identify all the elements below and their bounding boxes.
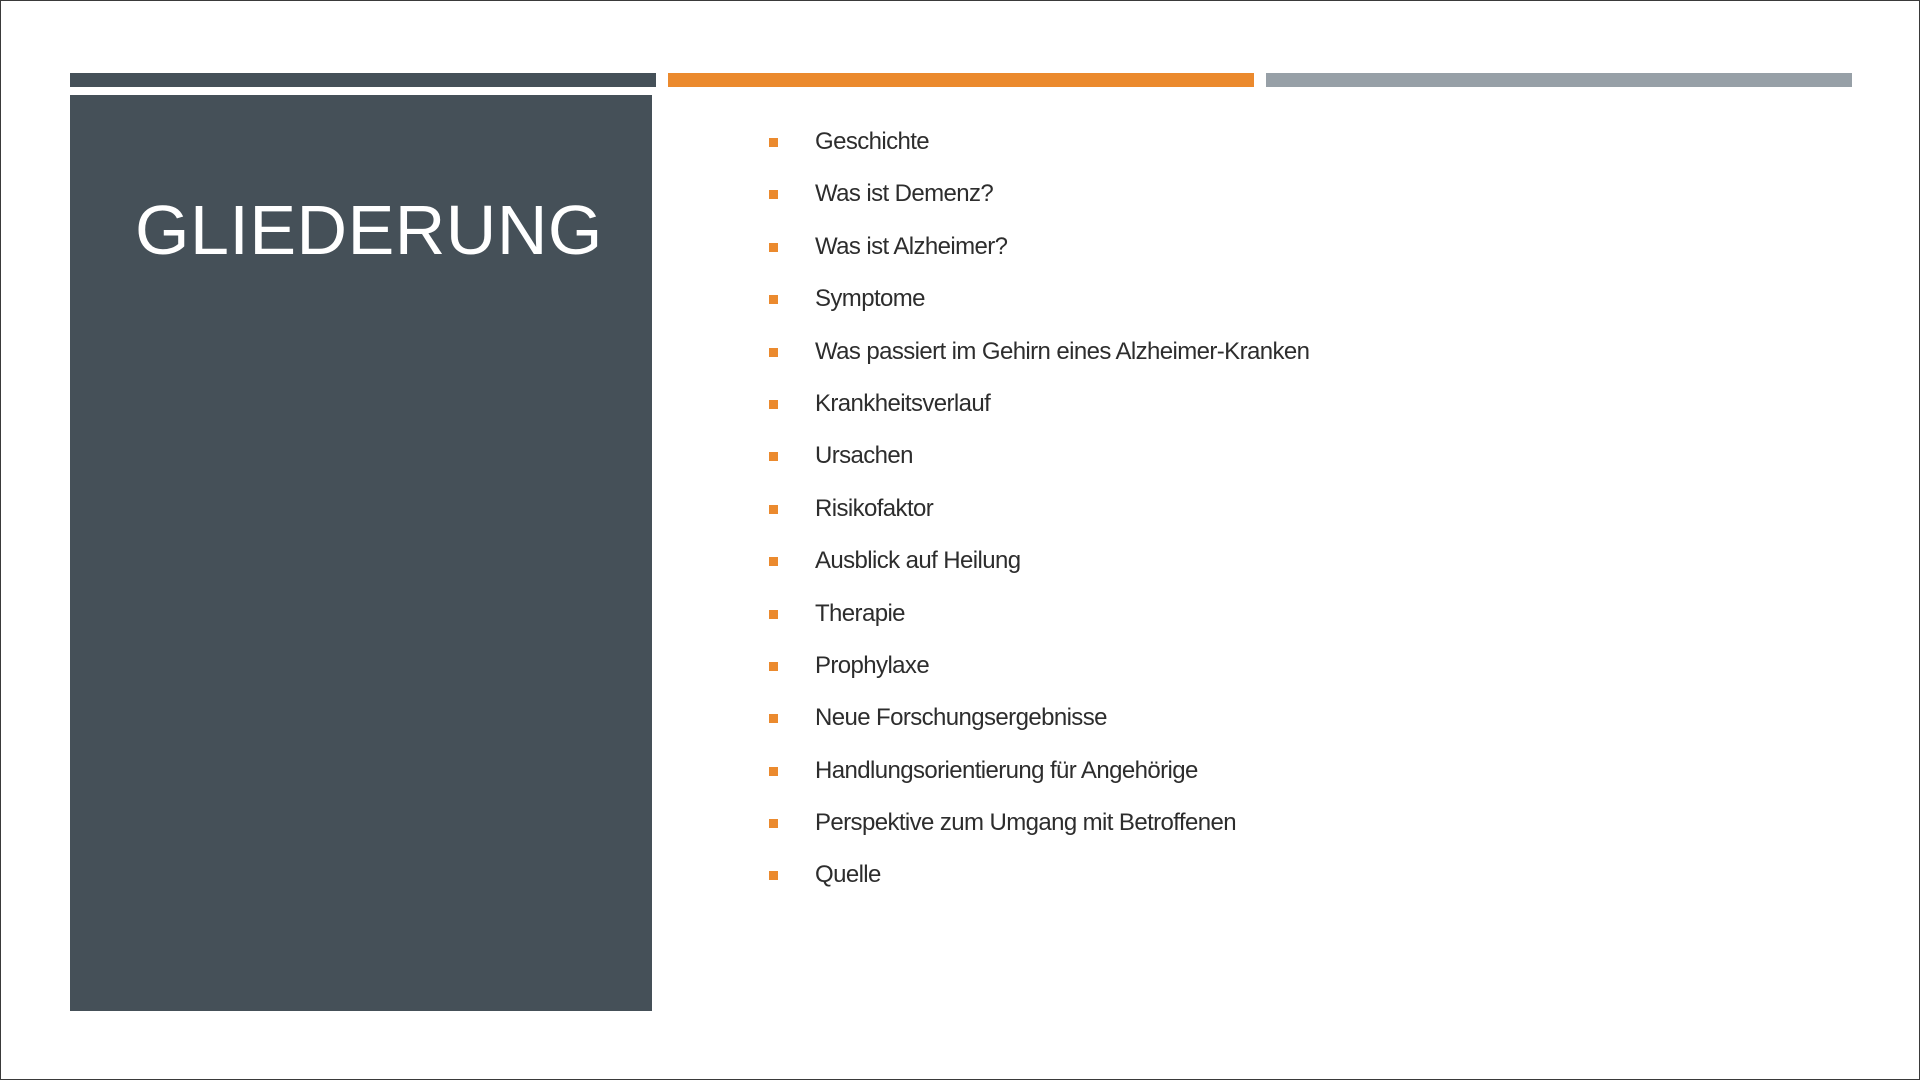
agenda-item [766,755,1309,807]
agenda-item [766,336,1309,388]
agenda-list [766,126,1309,912]
square-bullet-icon [769,190,778,199]
slide-title: GLIEDERUNG [135,191,603,269]
top-bar-dark [70,73,656,87]
square-bullet-icon [769,714,778,723]
agenda-item-label: Quelle [815,861,881,889]
square-bullet-icon [769,819,778,828]
agenda-item [766,126,1309,178]
agenda-item-label: Was ist Demenz? [815,180,994,208]
agenda-item [766,598,1309,650]
top-bar-grey [1266,73,1852,87]
agenda-item-label: Geschichte [815,128,930,155]
agenda-item-label: Neue Forschungsergebnisse [815,704,1107,732]
agenda-item-label: Perspektive zum Umgang mit Betroffenen [815,809,1236,837]
agenda-item [766,231,1309,283]
square-bullet-icon [769,662,778,671]
agenda-item-label: Symptome [815,285,925,313]
agenda-item-label: Ausblick auf Heilung [815,547,1021,575]
agenda-item [766,440,1309,492]
square-bullet-icon [769,871,778,880]
square-bullet-icon [769,400,778,409]
agenda-item-label: Therapie [815,599,905,627]
agenda-item [766,283,1309,335]
square-bullet-icon [769,452,778,461]
agenda-item-label: Handlungsorientierung für Angehörige [815,756,1198,784]
agenda-item [766,178,1309,230]
agenda-item [766,702,1309,754]
agenda-item [766,493,1309,545]
agenda-item-label: Was passiert im Gehirn eines Alzheimer-Kranken [815,337,1310,365]
agenda-item-label: Krankheitsverlauf [815,389,991,417]
square-bullet-icon [769,610,778,619]
square-bullet-icon [769,138,778,147]
agenda-item-label: Prophylaxe [815,651,930,679]
agenda-item [766,859,1309,911]
square-bullet-icon [769,767,778,776]
title-panel [70,95,652,1011]
square-bullet-icon [769,348,778,357]
square-bullet-icon [769,243,778,252]
agenda-item [766,807,1309,859]
agenda-item [766,650,1309,702]
top-bar-orange [668,73,1254,87]
agenda-item [766,388,1309,440]
agenda-item-label: Risikofaktor [815,494,934,522]
agenda-item [766,545,1309,597]
square-bullet-icon [769,505,778,514]
square-bullet-icon [769,295,778,304]
agenda-item-label: Was ist Alzheimer? [815,232,1008,260]
agenda-item-label: Ursachen [815,442,913,470]
square-bullet-icon [769,557,778,566]
